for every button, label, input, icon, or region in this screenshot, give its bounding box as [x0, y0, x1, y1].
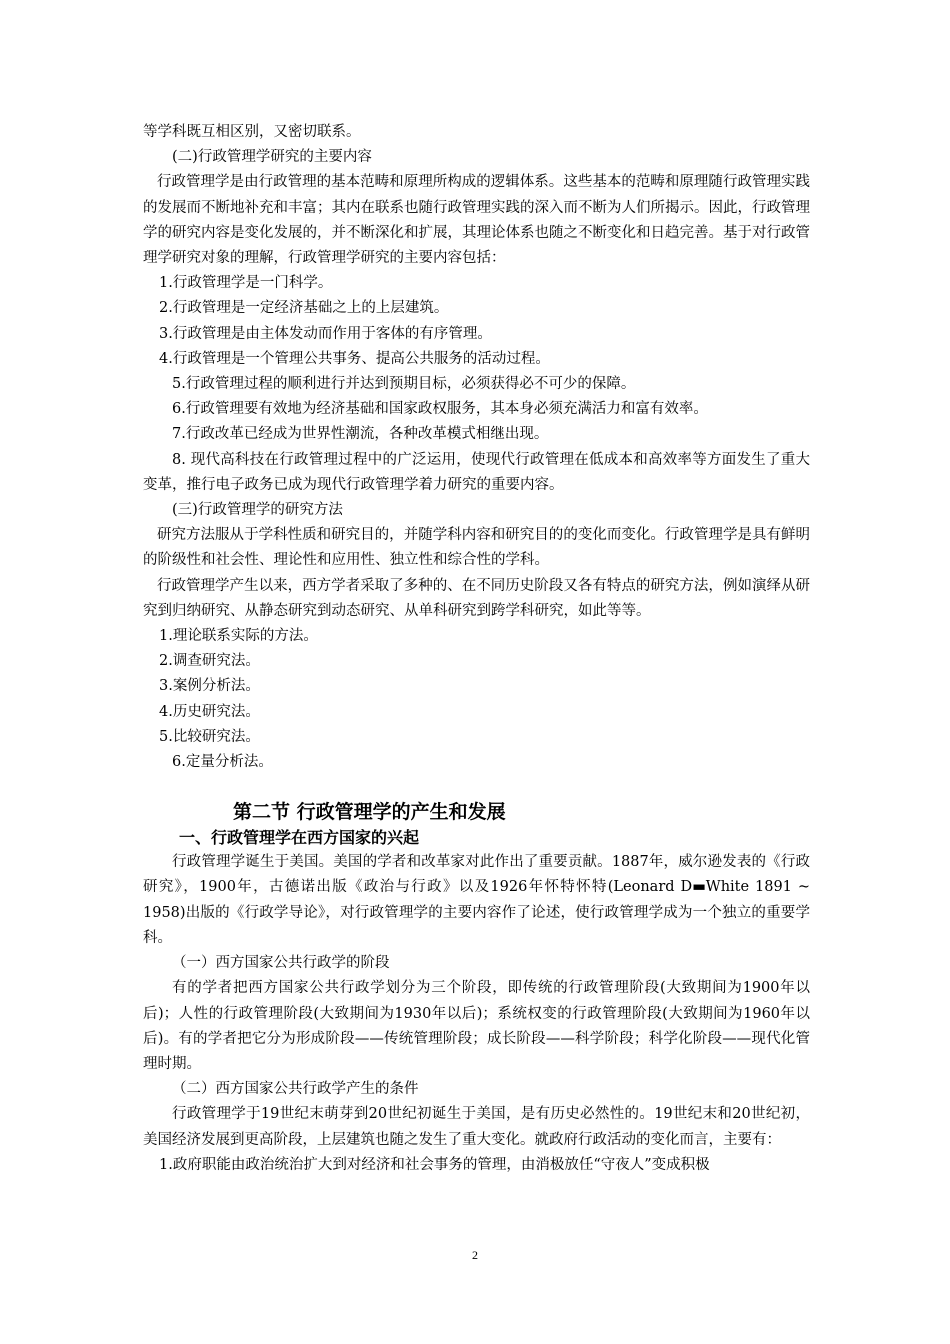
list-item: 3.案例分析法。: [159, 678, 260, 695]
list-item: 6.行政管理要有效地为经济基础和国家政权服务，其本身必须充满活力和富有效率。: [172, 401, 708, 418]
list-item: 2.调查研究法。: [159, 653, 260, 670]
list-item: 1.理论联系实际的方法。: [159, 628, 318, 645]
list-item: 4.行政管理是一个管理公共事务、提高公共服务的活动过程。: [159, 350, 550, 367]
list-item: 7.行政改革已经成为世界性潮流，各种改革模式相继出现。: [172, 426, 549, 443]
list-item: 2.行政管理是一定经济基础之上的上层建筑。: [159, 300, 449, 317]
paragraph: 1.政府职能由政治统治扩大到对经济和社会事务的管理，由消极放任“守夜人”变成积极: [159, 1156, 710, 1173]
list-item: 8. 现代高科技在行政管理过程中的广泛运用，使现代行政管理在低成本和高效率等方面发生了重大变革，推行电子政务已成为现代行政管理学着力研究的重要内容。: [143, 451, 810, 493]
page-number: 2: [472, 1248, 478, 1262]
section-gap: [143, 775, 810, 799]
section-title: 第二节 行政管理学的产生和发展: [233, 801, 506, 824]
heading-research-methods: (三)行政管理学的研究方法: [172, 502, 343, 519]
paragraph: 有的学者把西方国家公共行政学划分为三个阶段，即传统的行政管理阶段(大致期间为1900年以后)；人性的行政管理阶段(大致期间为1930年以后)；系统权变的行政管理阶段(大致期间为1960年以后)。有的学者把它分为形成阶段——传统管理阶段；成长阶段——科学阶段；科学化阶段——现代化管理时期。: [143, 980, 810, 1072]
document-body: [143, 120, 810, 1178]
paragraph: 行政管理学产生以来，西方学者采取了多种的、在不同历史阶段又各有特点的研究方法，例如演绎从研究到归纳研究、从静态研究到动态研究、从单科研究到跨学科研究，如此等等。: [143, 577, 810, 619]
list-item: 5.比较研究法。: [159, 728, 260, 745]
subsection-title: 一、行政管理学在西方国家的兴起: [179, 828, 420, 848]
paragraph: 研究方法服从于学科性质和研究目的，并随学科内容和研究目的的变化而变化。行政管理学是具有鲜明的阶级性和社会性、理论性和应用性、独立性和综合性的学科。: [143, 527, 810, 569]
paragraph: 等学科既互相区别，又密切联系。: [143, 124, 361, 140]
paragraph: 行政管理学是由行政管理的基本范畴和原理所构成的逻辑体系。这些基本的范畴和原理随行政管理实践的发展而不断地补充和丰富；其内在联系也随行政管理实践的深入而不断为人们所揭示。因此，行政管理学的研究内容是变化发展的，并不断深化和扩展，其理论体系也随之不断变化和日趋完善。基于对行政管理学研究对象的理解，行政管理学研究的主要内容包括：: [143, 174, 810, 267]
heading-research-content: (二)行政管理学研究的主要内容: [172, 149, 372, 166]
list-item: 6.定量分析法。: [172, 754, 273, 771]
list-item: 1.行政管理学是一门科学。: [159, 275, 333, 292]
heading-western-conditions: （二）西方国家公共行政学产生的条件: [172, 1081, 419, 1098]
list-item: 4.历史研究法。: [159, 703, 260, 720]
heading-western-stages: （一）西方国家公共行政学的阶段: [172, 955, 390, 972]
list-item: 5.行政管理过程的顺利进行并达到预期目标，必须获得必不可少的保障。: [172, 376, 636, 393]
list-item: 3.行政管理是由主体发动而作用于客体的有序管理。: [159, 325, 492, 342]
paragraph: 行政管理学诞生于美国。美国的学者和改革家对此作出了重要贡献。1887年，威尔逊发表的《行政研究》，1900年，古德诺出版《政治与行政》以及1926年怀特怀特(Leonard D▬White 1891 ~ 1958)出版的《行政学导论》，对行政管理学的主要内容作了论述，使行政管理学成为一个独立的重要学科。: [143, 854, 810, 946]
paragraph: 行政管理学于19世纪末萌芽到20世纪初诞生于美国，是有历史必然性的。19世纪末和20世纪初，美国经济发展到更高阶段，上层建筑也随之发生了重大变化。就政府行政活动的变化而言，主要有：: [143, 1106, 810, 1148]
